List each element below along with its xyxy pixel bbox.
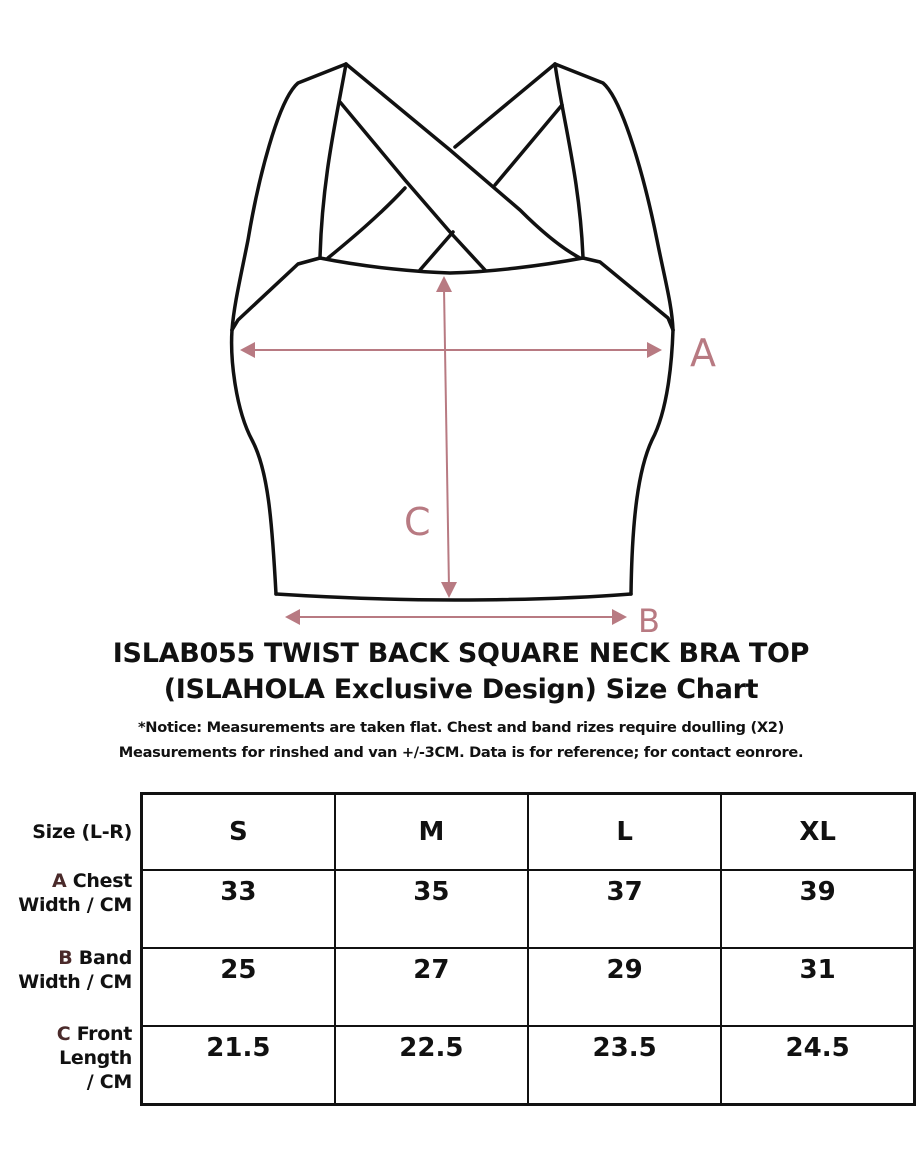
chest-m: 35 bbox=[335, 870, 528, 948]
size-header-label: Size (L-R) bbox=[32, 821, 132, 843]
table-row-chest bbox=[142, 870, 915, 948]
size-l: L bbox=[528, 794, 721, 871]
band-xl: 31 bbox=[721, 948, 914, 1026]
size-header-row bbox=[142, 794, 915, 871]
length-s: 21.5 bbox=[142, 1026, 335, 1105]
label-a: A bbox=[690, 331, 716, 375]
chest-s: 33 bbox=[142, 870, 335, 948]
chart-title-line1: ISLAB055 TWIST BACK SQUARE NECK BRA TOP bbox=[112, 638, 810, 669]
label-length: Length bbox=[59, 1047, 132, 1069]
letter-b: B bbox=[58, 947, 73, 969]
size-xl: XL bbox=[721, 794, 914, 871]
chart-title-line2: (ISLAHOLA Exclusive Design) Size Chart bbox=[163, 674, 759, 705]
chest-xl: 39 bbox=[721, 870, 914, 948]
row-label-chest bbox=[18, 869, 132, 917]
band-m: 27 bbox=[335, 948, 528, 1026]
label-length-unit: / CM bbox=[86, 1071, 132, 1093]
length-xl: 24.5 bbox=[721, 1026, 914, 1105]
notice-line2: Measurements for rinshed and van +/-3CM. Data is for reference; for contact eonrore. bbox=[118, 744, 804, 761]
notice-line1: *Notice: Measurements are taken flat. Chest and band rizes require doulling (X2) bbox=[137, 719, 785, 736]
table-row-length bbox=[142, 1026, 915, 1105]
garment-outline bbox=[232, 64, 673, 600]
length-m: 22.5 bbox=[335, 1026, 528, 1105]
size-s: S bbox=[142, 794, 335, 871]
letter-a: A bbox=[52, 870, 67, 892]
row-label-length bbox=[57, 1022, 132, 1094]
table-row-band bbox=[142, 948, 915, 1026]
letter-c: C bbox=[56, 1023, 71, 1045]
length-l: 23.5 bbox=[528, 1026, 721, 1105]
label-chest: Chest bbox=[66, 870, 132, 892]
measurement-lines bbox=[240, 276, 662, 625]
label-c: C bbox=[404, 500, 431, 544]
label-band-unit: Width / CM bbox=[18, 971, 132, 993]
band-l: 29 bbox=[528, 948, 721, 1026]
label-b: B bbox=[638, 602, 660, 640]
size-chart-table bbox=[140, 792, 916, 1106]
row-label-band bbox=[18, 946, 132, 994]
size-m: M bbox=[335, 794, 528, 871]
label-band: Band bbox=[72, 947, 132, 969]
label-chest-unit: Width / CM bbox=[18, 894, 132, 916]
band-s: 25 bbox=[142, 948, 335, 1026]
chest-l: 37 bbox=[528, 870, 721, 948]
label-front: Front bbox=[70, 1023, 132, 1045]
